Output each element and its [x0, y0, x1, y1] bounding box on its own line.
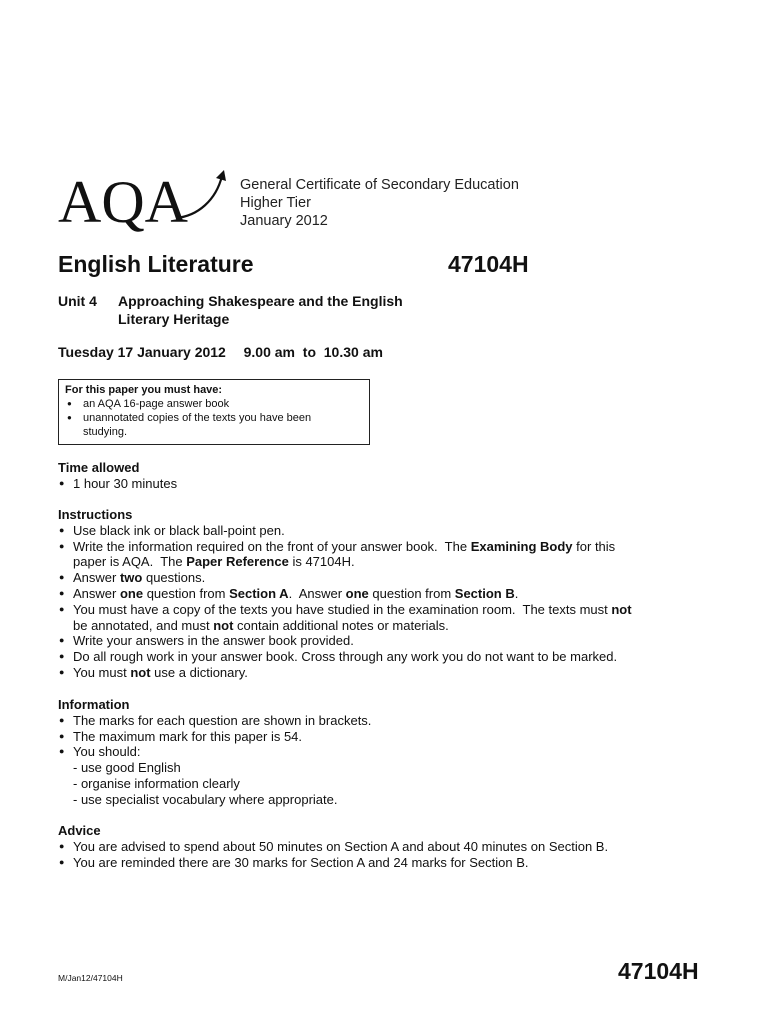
information-item: ● The maximum mark for this paper is 54. [58, 729, 708, 745]
time-allowed-heading: Time allowed [58, 460, 140, 475]
advice-section [58, 823, 708, 870]
aqa-logo-text: AQA [58, 169, 188, 232]
instruction-item: ● Answer one question from Section A. Answer one question from Section B. [58, 586, 708, 602]
instruction-item: ● You must have a copy of the texts you have studied in the examination room. The texts must not be annotated, and must not contain additional notes or materials. [58, 602, 708, 634]
instructions-section [58, 507, 708, 681]
materials-title: For this paper you must have: [65, 384, 223, 396]
instruction-item: ● Do all rough work in your answer book. Cross through any work you do not want to be marked. [58, 649, 708, 665]
tier-line: Higher Tier [240, 195, 311, 211]
information-heading: Information [58, 697, 130, 712]
exam-time: 9.00 am to 10.30 am [243, 344, 383, 360]
instructions-heading: Instructions [58, 507, 133, 522]
unit-title [58, 292, 403, 328]
footer-reference: M/Jan12/47104H [58, 973, 123, 983]
information-subitem: - organise information clearly [73, 775, 240, 791]
materials-box [58, 379, 370, 445]
advice-item: ● You are advised to spend about 50 minutes on Section A and about 40 minutes on Section B. [58, 839, 708, 855]
materials-item-cont: studying. [83, 426, 128, 438]
qualification-line: General Certificate of Secondary Education [240, 177, 519, 193]
unit-name-line2: Literary Heritage [118, 311, 230, 327]
time-allowed-item: ● 1 hour 30 minutes [58, 476, 708, 492]
advice-item: ● You are reminded there are 30 marks for Section A and 24 marks for Section B. [58, 855, 708, 871]
advice-heading: Advice [58, 823, 101, 838]
unit-name-line1: Approaching Shakespeare and the English [118, 293, 403, 309]
instruction-item: ● Write the information required on the front of your answer book. The Examining Body for this paper is AQA. The Paper Reference is 47104H. [58, 539, 708, 571]
exam-datetime [58, 344, 383, 360]
subject-title: English Literature [58, 251, 254, 277]
paper-code: 47104H [448, 251, 529, 277]
information-section [58, 697, 708, 808]
footer-paper-code: 47104H [618, 958, 699, 984]
instruction-item: ● Use black ink or black ball-point pen. [58, 523, 708, 539]
aqa-logo [58, 166, 238, 232]
materials-item: ● an AQA 16-page answer book [65, 397, 363, 411]
session-line: January 2012 [240, 213, 328, 229]
information-subitem: - use specialist vocabulary where appropriate. [73, 791, 338, 807]
unit-label: Unit 4 [58, 293, 97, 309]
exam-date: Tuesday 17 January 2012 [58, 344, 226, 360]
information-item: ● The marks for each question are shown in brackets. [58, 713, 708, 729]
information-subitem: - use good English [73, 760, 181, 776]
information-item: ● You should: [58, 744, 708, 760]
instruction-item: ● You must not use a dictionary. [58, 665, 708, 681]
materials-item: ● unannotated copies of the texts you have been [65, 411, 363, 425]
instruction-item: ● Write your answers in the answer book provided. [58, 633, 708, 649]
time-allowed-section [58, 460, 708, 492]
instruction-item: ● Answer two questions. [58, 570, 708, 586]
